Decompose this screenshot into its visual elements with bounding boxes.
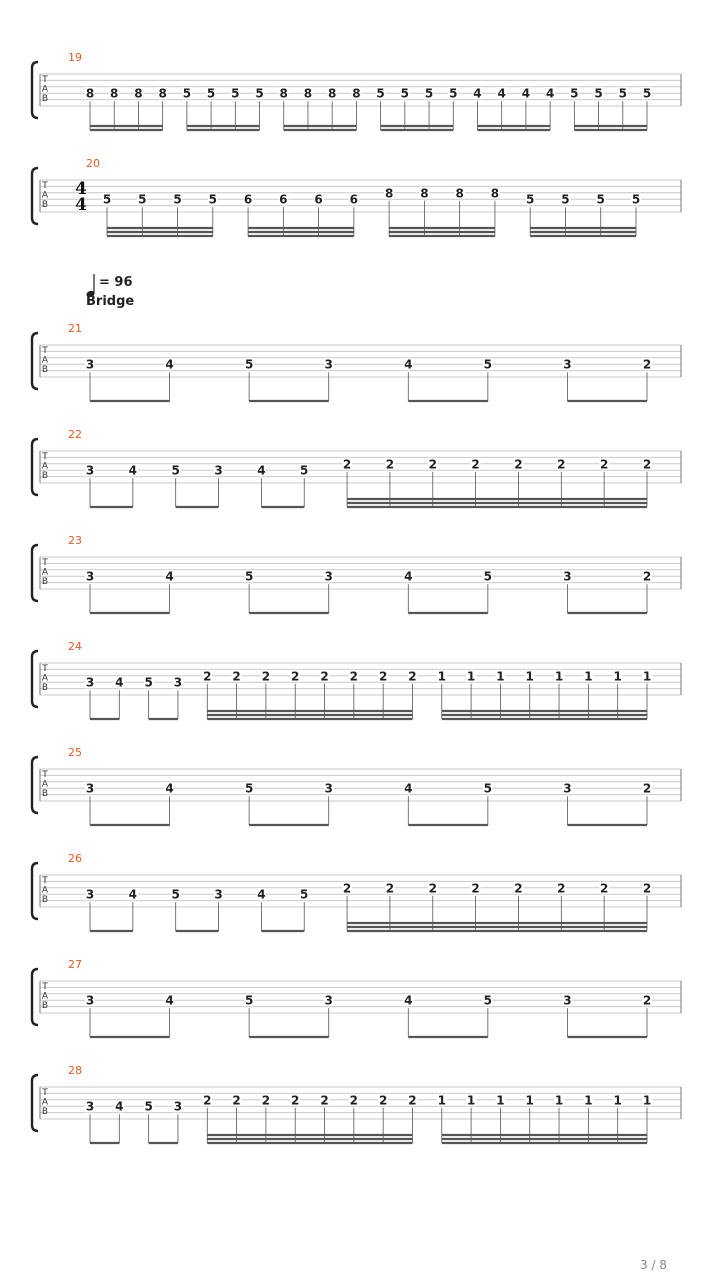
tab-clef-letter: B: [41, 789, 49, 799]
tab-clef-letter: B: [41, 200, 49, 210]
fret-number: 5: [642, 86, 652, 101]
fret-number: 4: [521, 86, 531, 101]
fret-number: 3: [324, 781, 333, 796]
measure-number: 23: [68, 534, 82, 547]
fret-number: 4: [257, 463, 266, 478]
fret-number: 5: [596, 192, 605, 207]
fret-number: 2: [203, 1093, 212, 1108]
fret-number: 5: [244, 993, 254, 1008]
system-bracket: [32, 62, 38, 118]
fret-number: 5: [173, 192, 182, 207]
fret-number: 3: [85, 463, 95, 478]
fret-number: 2: [291, 669, 300, 684]
fret-number: 2: [471, 881, 480, 896]
system-bracket: [32, 863, 38, 919]
fret-number: 2: [291, 1093, 300, 1108]
tempo-marking: = 96: [99, 275, 133, 290]
tab-clef-letter: B: [41, 683, 49, 693]
fret-number: 1: [613, 669, 622, 684]
fret-number: 6: [243, 192, 253, 207]
fret-number: 1: [554, 669, 564, 684]
fret-number: 4: [497, 86, 506, 101]
fret-number: 5: [244, 781, 254, 796]
tab-clef-letter: A: [41, 567, 49, 578]
fret-number: 3: [563, 993, 572, 1008]
fret-number: 3: [85, 781, 95, 796]
tab-clef-letter: A: [41, 355, 49, 366]
tab-clef-letter: T: [42, 75, 48, 85]
measure-number: 26: [68, 852, 82, 865]
fret-number: 2: [232, 669, 241, 684]
tab-clef-letter: A: [41, 673, 49, 684]
fret-number: 4: [404, 357, 413, 372]
fret-number: 4: [404, 569, 413, 584]
tab-clef-letter: B: [41, 1107, 49, 1117]
fret-number: 2: [342, 881, 352, 896]
fret-number: 4: [545, 86, 555, 101]
fret-number: 4: [128, 463, 138, 478]
fret-number: 3: [563, 569, 572, 584]
fret-number: 5: [526, 192, 535, 207]
tab-clef-letter: B: [41, 1001, 49, 1011]
tab-clef-letter: B: [41, 895, 49, 905]
fret-number: 3: [563, 357, 572, 372]
fret-number: 1: [437, 669, 446, 684]
fret-number: 3: [324, 569, 333, 584]
measure-number: 28: [68, 1064, 82, 1077]
fret-number: 2: [642, 457, 652, 472]
fret-number: 4: [257, 887, 266, 902]
fret-number: 1: [525, 669, 534, 684]
fret-number: 5: [171, 463, 180, 478]
fret-number: 5: [561, 192, 570, 207]
fret-number: 4: [473, 86, 482, 101]
fret-number: 5: [631, 192, 641, 207]
fret-number: 4: [165, 357, 174, 372]
measure-number: 21: [68, 322, 82, 335]
fret-number: 3: [85, 569, 95, 584]
fret-number: 2: [349, 1093, 359, 1108]
fret-number: 2: [378, 669, 388, 684]
fret-number: 4: [165, 781, 174, 796]
fret-number: 2: [471, 457, 480, 472]
fret-number: 2: [642, 357, 652, 372]
fret-number: 2: [232, 1093, 241, 1108]
tab-clef-letter: B: [41, 365, 49, 375]
tab-clef-letter: A: [41, 779, 49, 790]
fret-number: 8: [420, 186, 429, 201]
fret-number: 1: [525, 1093, 534, 1108]
measure-number: 24: [68, 640, 82, 653]
fret-number: 2: [408, 669, 417, 684]
system-bracket: [32, 969, 38, 1025]
system-bracket: [32, 1075, 38, 1131]
fret-number: 5: [255, 86, 264, 101]
fret-number: 6: [279, 192, 288, 207]
tab-clef-letter: T: [42, 558, 48, 568]
fret-number: 3: [85, 993, 95, 1008]
fret-number: 8: [279, 86, 288, 101]
fret-number: 2: [408, 1093, 417, 1108]
fret-number: 5: [206, 86, 216, 101]
fret-number: 5: [208, 192, 217, 207]
fret-number: 2: [599, 457, 609, 472]
fret-number: 5: [376, 86, 385, 101]
fret-number: 3: [85, 1099, 95, 1114]
measure-number: 25: [68, 746, 82, 759]
fret-number: 1: [642, 1093, 652, 1108]
fret-number: 2: [642, 881, 652, 896]
fret-number: 1: [613, 1093, 622, 1108]
system-bracket: [32, 757, 38, 813]
fret-number: 1: [584, 669, 593, 684]
fret-number: 1: [496, 1093, 505, 1108]
fret-number: 8: [352, 86, 361, 101]
tab-clef-letter: T: [42, 982, 48, 992]
fret-number: 8: [455, 186, 464, 201]
fret-number: 5: [144, 1099, 153, 1114]
fret-number: 2: [342, 457, 352, 472]
measure-number: 19: [68, 51, 82, 64]
fret-number: 4: [128, 887, 138, 902]
tab-clef-letter: A: [41, 190, 49, 201]
fret-number: 5: [400, 86, 410, 101]
fret-number: 2: [514, 457, 523, 472]
time-signature-bottom: 4: [75, 195, 87, 215]
fret-number: 2: [642, 569, 652, 584]
fret-number: 2: [203, 669, 212, 684]
fret-number: 2: [378, 1093, 388, 1108]
fret-number: 5: [144, 675, 153, 690]
time-signature-top: 4: [75, 179, 87, 199]
tab-clef-letter: T: [42, 664, 48, 674]
fret-number: 8: [110, 86, 119, 101]
fret-number: 2: [557, 881, 566, 896]
fret-number: 6: [349, 192, 359, 207]
fret-number: 2: [514, 881, 523, 896]
fret-number: 2: [428, 881, 437, 896]
fret-number: 4: [165, 993, 174, 1008]
tab-clef-letter: T: [42, 181, 48, 191]
fret-number: 1: [496, 669, 505, 684]
fret-number: 5: [483, 357, 493, 372]
fret-number: 8: [85, 86, 95, 101]
tab-clef-letter: A: [41, 1097, 49, 1108]
fret-number: 3: [85, 675, 95, 690]
fret-number: 5: [483, 781, 493, 796]
tab-clef-letter: B: [41, 94, 49, 104]
tab-clef-letter: A: [41, 461, 49, 472]
tab-clef-letter: T: [42, 1088, 48, 1098]
fret-number: 2: [320, 1093, 329, 1108]
fret-number: 4: [115, 1099, 124, 1114]
fret-number: 5: [300, 887, 309, 902]
page-number: 3 / 8: [640, 1258, 667, 1272]
fret-number: 3: [173, 675, 183, 690]
tab-clef-letter: T: [42, 876, 48, 886]
fret-number: 5: [231, 86, 240, 101]
fret-number: 3: [85, 887, 95, 902]
system-bracket: [32, 545, 38, 601]
fret-number: 1: [584, 1093, 593, 1108]
tab-clef-letter: T: [42, 346, 48, 356]
fret-number: 5: [570, 86, 579, 101]
fret-number: 2: [557, 457, 566, 472]
tab-clef-letter: A: [41, 991, 49, 1002]
fret-number: 3: [214, 887, 223, 902]
fret-number: 5: [244, 569, 254, 584]
fret-number: 5: [138, 192, 147, 207]
tab-clef-letter: A: [41, 885, 49, 896]
fret-number: 6: [314, 192, 323, 207]
fret-number: 1: [437, 1093, 446, 1108]
fret-number: 2: [349, 669, 359, 684]
fret-number: 5: [102, 192, 112, 207]
fret-number: 1: [466, 1093, 476, 1108]
fret-number: 4: [165, 569, 174, 584]
fret-number: 2: [385, 457, 395, 472]
section-label: Bridge: [86, 294, 135, 309]
measure-number: 22: [68, 428, 82, 441]
fret-number: 1: [642, 669, 652, 684]
fret-number: 5: [449, 86, 458, 101]
fret-number: 2: [261, 1093, 271, 1108]
fret-number: 2: [642, 781, 652, 796]
system-bracket: [32, 651, 38, 707]
tab-clef-letter: B: [41, 577, 49, 587]
fret-number: 8: [384, 186, 394, 201]
fret-number: 5: [300, 463, 309, 478]
system-bracket: [32, 168, 38, 224]
fret-number: 3: [563, 781, 572, 796]
fret-number: 8: [327, 86, 337, 101]
fret-number: 5: [483, 569, 493, 584]
fret-number: 2: [428, 457, 437, 472]
fret-number: 1: [554, 1093, 564, 1108]
fret-number: 8: [303, 86, 313, 101]
tab-clef-letter: B: [41, 471, 49, 481]
fret-number: 5: [594, 86, 603, 101]
tab-clef-letter: A: [41, 84, 49, 95]
fret-number: 2: [320, 669, 329, 684]
fret-number: 3: [324, 993, 333, 1008]
fret-number: 8: [158, 86, 167, 101]
tab-clef-letter: T: [42, 770, 48, 780]
fret-number: 4: [404, 993, 413, 1008]
fret-number: 5: [424, 86, 434, 101]
fret-number: 5: [244, 357, 254, 372]
fret-number: 5: [182, 86, 192, 101]
fret-number: 8: [134, 86, 143, 101]
fret-number: 8: [490, 186, 500, 201]
fret-number: 3: [324, 357, 333, 372]
system-bracket: [32, 333, 38, 389]
fret-number: 2: [261, 669, 271, 684]
fret-number: 4: [404, 781, 413, 796]
fret-number: 3: [214, 463, 223, 478]
fret-number: 2: [385, 881, 395, 896]
fret-number: 5: [171, 887, 180, 902]
fret-number: 5: [618, 86, 627, 101]
fret-number: 5: [483, 993, 493, 1008]
tab-clef-letter: T: [42, 452, 48, 462]
fret-number: 2: [599, 881, 609, 896]
system-bracket: [32, 439, 38, 495]
fret-number: 4: [115, 675, 124, 690]
measure-number: 20: [86, 157, 100, 170]
fret-number: 1: [466, 669, 476, 684]
measure-number: 27: [68, 958, 82, 971]
fret-number: 3: [85, 357, 95, 372]
fret-number: 3: [173, 1099, 183, 1114]
fret-number: 2: [642, 993, 652, 1008]
